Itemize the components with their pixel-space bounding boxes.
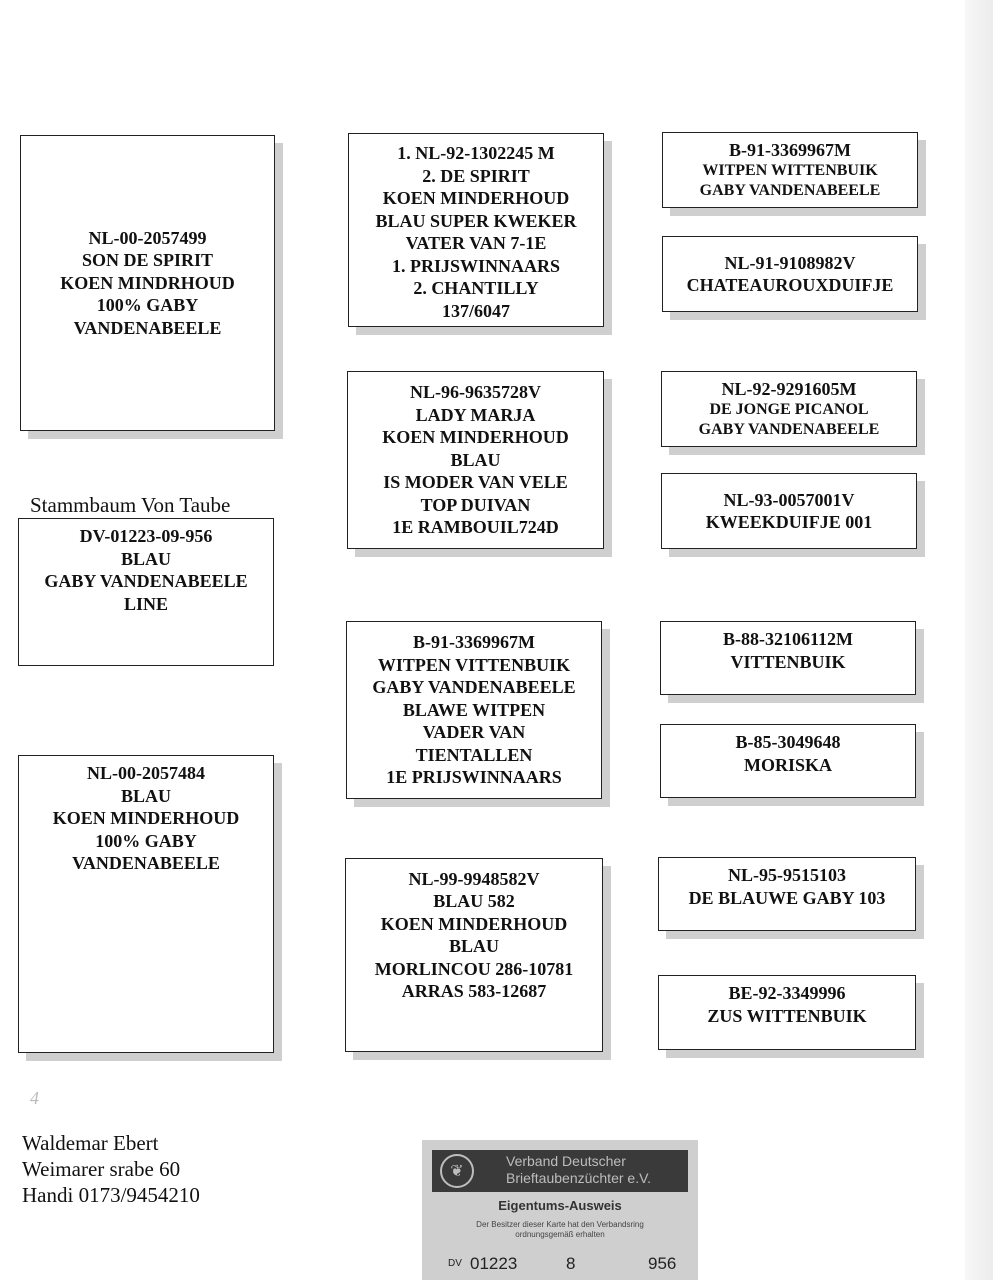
box-line: BLAU	[448, 936, 499, 956]
sire-sire-sire-box	[662, 132, 918, 208]
page-edge	[965, 0, 993, 1280]
dam-sire-sire-box	[660, 621, 916, 695]
box-line: GABY VANDENABEELE	[44, 571, 248, 591]
dam-dam-box	[345, 858, 603, 1052]
box-line: 1. PRIJSWINNAARS	[391, 255, 561, 276]
box-line: KWEEKDUIFJE 001	[705, 512, 873, 532]
card-fine-print	[422, 1220, 698, 1240]
box-line: 1E RAMBOUIL724D	[392, 517, 559, 538]
box-line: KOEN MINDRHOUD	[60, 272, 235, 293]
box-line: BLAU SUPER KWEKER	[375, 210, 577, 231]
dove-icon: ❦	[440, 1154, 474, 1188]
sire-dam-dam-box	[661, 473, 917, 549]
box-line: 137/6047	[441, 300, 510, 321]
box-line: 2. CHANTILLY	[413, 278, 539, 298]
box-line: SON DE SPIRIT	[81, 250, 214, 271]
box-line: LADY MARJA	[415, 404, 536, 425]
owner-street: Weimarer srabe 60	[22, 1157, 181, 1181]
box-line: VANDENABEELE	[72, 853, 220, 873]
box-line: LINE	[123, 593, 168, 614]
box-line: B-88-32106112M	[723, 629, 853, 649]
ownership-card	[422, 1140, 698, 1280]
page-number: 4	[30, 1088, 39, 1108]
box-line: NL-92-9291605M	[721, 379, 857, 399]
box-line: VATER VAN 7-1E	[405, 233, 547, 253]
box-line: WITPEN WITTENBUIK	[702, 162, 878, 179]
box-line: NL-00-2057484	[87, 763, 205, 783]
box-line: VADER VAN	[422, 722, 526, 743]
sire-box	[20, 135, 275, 431]
box-line: NL-00-2057499	[88, 227, 207, 248]
box-line: MORLINCOU 286-10781	[374, 958, 574, 979]
card-fine-line1: Der Besitzer dieser Karte hat den Verbandsring	[476, 1220, 644, 1229]
box-line: KOEN MINDERHOUD	[382, 427, 569, 448]
box-line: 1. NL-92-1302245 M	[397, 143, 555, 163]
box-line: TOP DUIVAN	[420, 494, 531, 515]
sire-dam-box	[347, 371, 604, 549]
sire-sire-box	[348, 133, 604, 327]
box-line: BLAU	[120, 785, 171, 806]
card-org-line2: Brieftaubenzüchter e.V.	[506, 1170, 652, 1186]
subject-pigeon-box	[18, 518, 274, 666]
box-line: DE JONGE PICANOL	[709, 401, 869, 418]
sire-dam-sire-box	[661, 371, 917, 447]
owner-address	[22, 1130, 200, 1208]
box-line: BLAU	[120, 548, 171, 569]
owner-phone: Handi 0173/9454210	[22, 1183, 200, 1207]
box-line: NL-99-9948582V	[408, 868, 540, 889]
box-line: GABY VANDENABEELE	[372, 677, 576, 698]
sire-sire-dam-box	[662, 236, 918, 312]
box-line: BLAU 582	[433, 891, 515, 911]
card-ring-number-value: 01223	[470, 1254, 518, 1273]
box-line: ARRAS 583-12687	[401, 981, 547, 1001]
card-fine-line2: ordnungsgemäß erhalten	[515, 1230, 605, 1239]
box-line: NL-95-9515103	[728, 865, 846, 885]
box-line: WITPEN VITTENBUIK	[377, 654, 571, 675]
box-line: VANDENABEELE	[73, 317, 222, 338]
box-line: KOEN MINDERHOUD	[382, 188, 570, 208]
dam-sire-box	[346, 621, 602, 799]
box-line: ZUS WITTENBUIK	[707, 1005, 867, 1026]
box-line: GABY VANDENABEELE	[698, 421, 880, 438]
pedigree-heading: Stammbaum Von Taube	[30, 493, 231, 517]
box-line: MORISKA	[743, 754, 832, 775]
box-line: BLAU	[450, 449, 501, 470]
box-line: KOEN MINDERHOUD	[52, 808, 240, 828]
box-line: B-91-3369967M	[729, 140, 851, 160]
box-line: DE BLAUWE GABY 103	[688, 887, 886, 908]
box-line: IS MODER VAN VELE	[383, 472, 568, 493]
box-line: B-85-3049648	[735, 732, 841, 752]
owner-name: Waldemar Ebert	[22, 1131, 159, 1155]
box-line: NL-91-9108982V	[724, 252, 856, 273]
box-line: KOEN MINDERHOUD	[380, 913, 568, 934]
box-line: BLAWE WITPEN	[402, 699, 546, 720]
box-line: DV-01223-09-956	[79, 526, 213, 546]
card-header	[432, 1150, 688, 1192]
box-line: B-91-3369967M	[413, 632, 535, 653]
card-org-line1: Verband Deutscher	[506, 1153, 626, 1169]
box-line: TIENTALLEN	[415, 744, 533, 765]
box-line: CHATEAUROUXDUIFJE	[686, 275, 894, 295]
box-line: 100% GABY	[96, 295, 199, 316]
box-line: 1E PRIJSWINNAARS	[386, 767, 562, 788]
card-ring-serial: 956	[648, 1254, 677, 1273]
box-line: BE-92-3349996	[728, 983, 846, 1003]
card-title: Eigentums-Ausweis	[498, 1198, 622, 1213]
box-line: GABY VANDENABEELE	[699, 182, 881, 199]
dam-dam-dam-box	[658, 975, 916, 1050]
dam-dam-sire-box	[658, 857, 916, 931]
box-line: 2. DE SPIRIT	[422, 165, 530, 186]
box-line: 100% GABY	[95, 830, 197, 851]
box-line: VITTENBUIK	[730, 651, 846, 672]
card-dv: DV	[448, 1258, 462, 1269]
card-year: 8	[566, 1254, 576, 1273]
box-line: NL-93-0057001V	[723, 489, 855, 510]
dam-box	[18, 755, 274, 1053]
box-line: NL-96-9635728V	[410, 382, 541, 403]
dam-sire-dam-box	[660, 724, 916, 798]
card-organization	[506, 1153, 651, 1187]
